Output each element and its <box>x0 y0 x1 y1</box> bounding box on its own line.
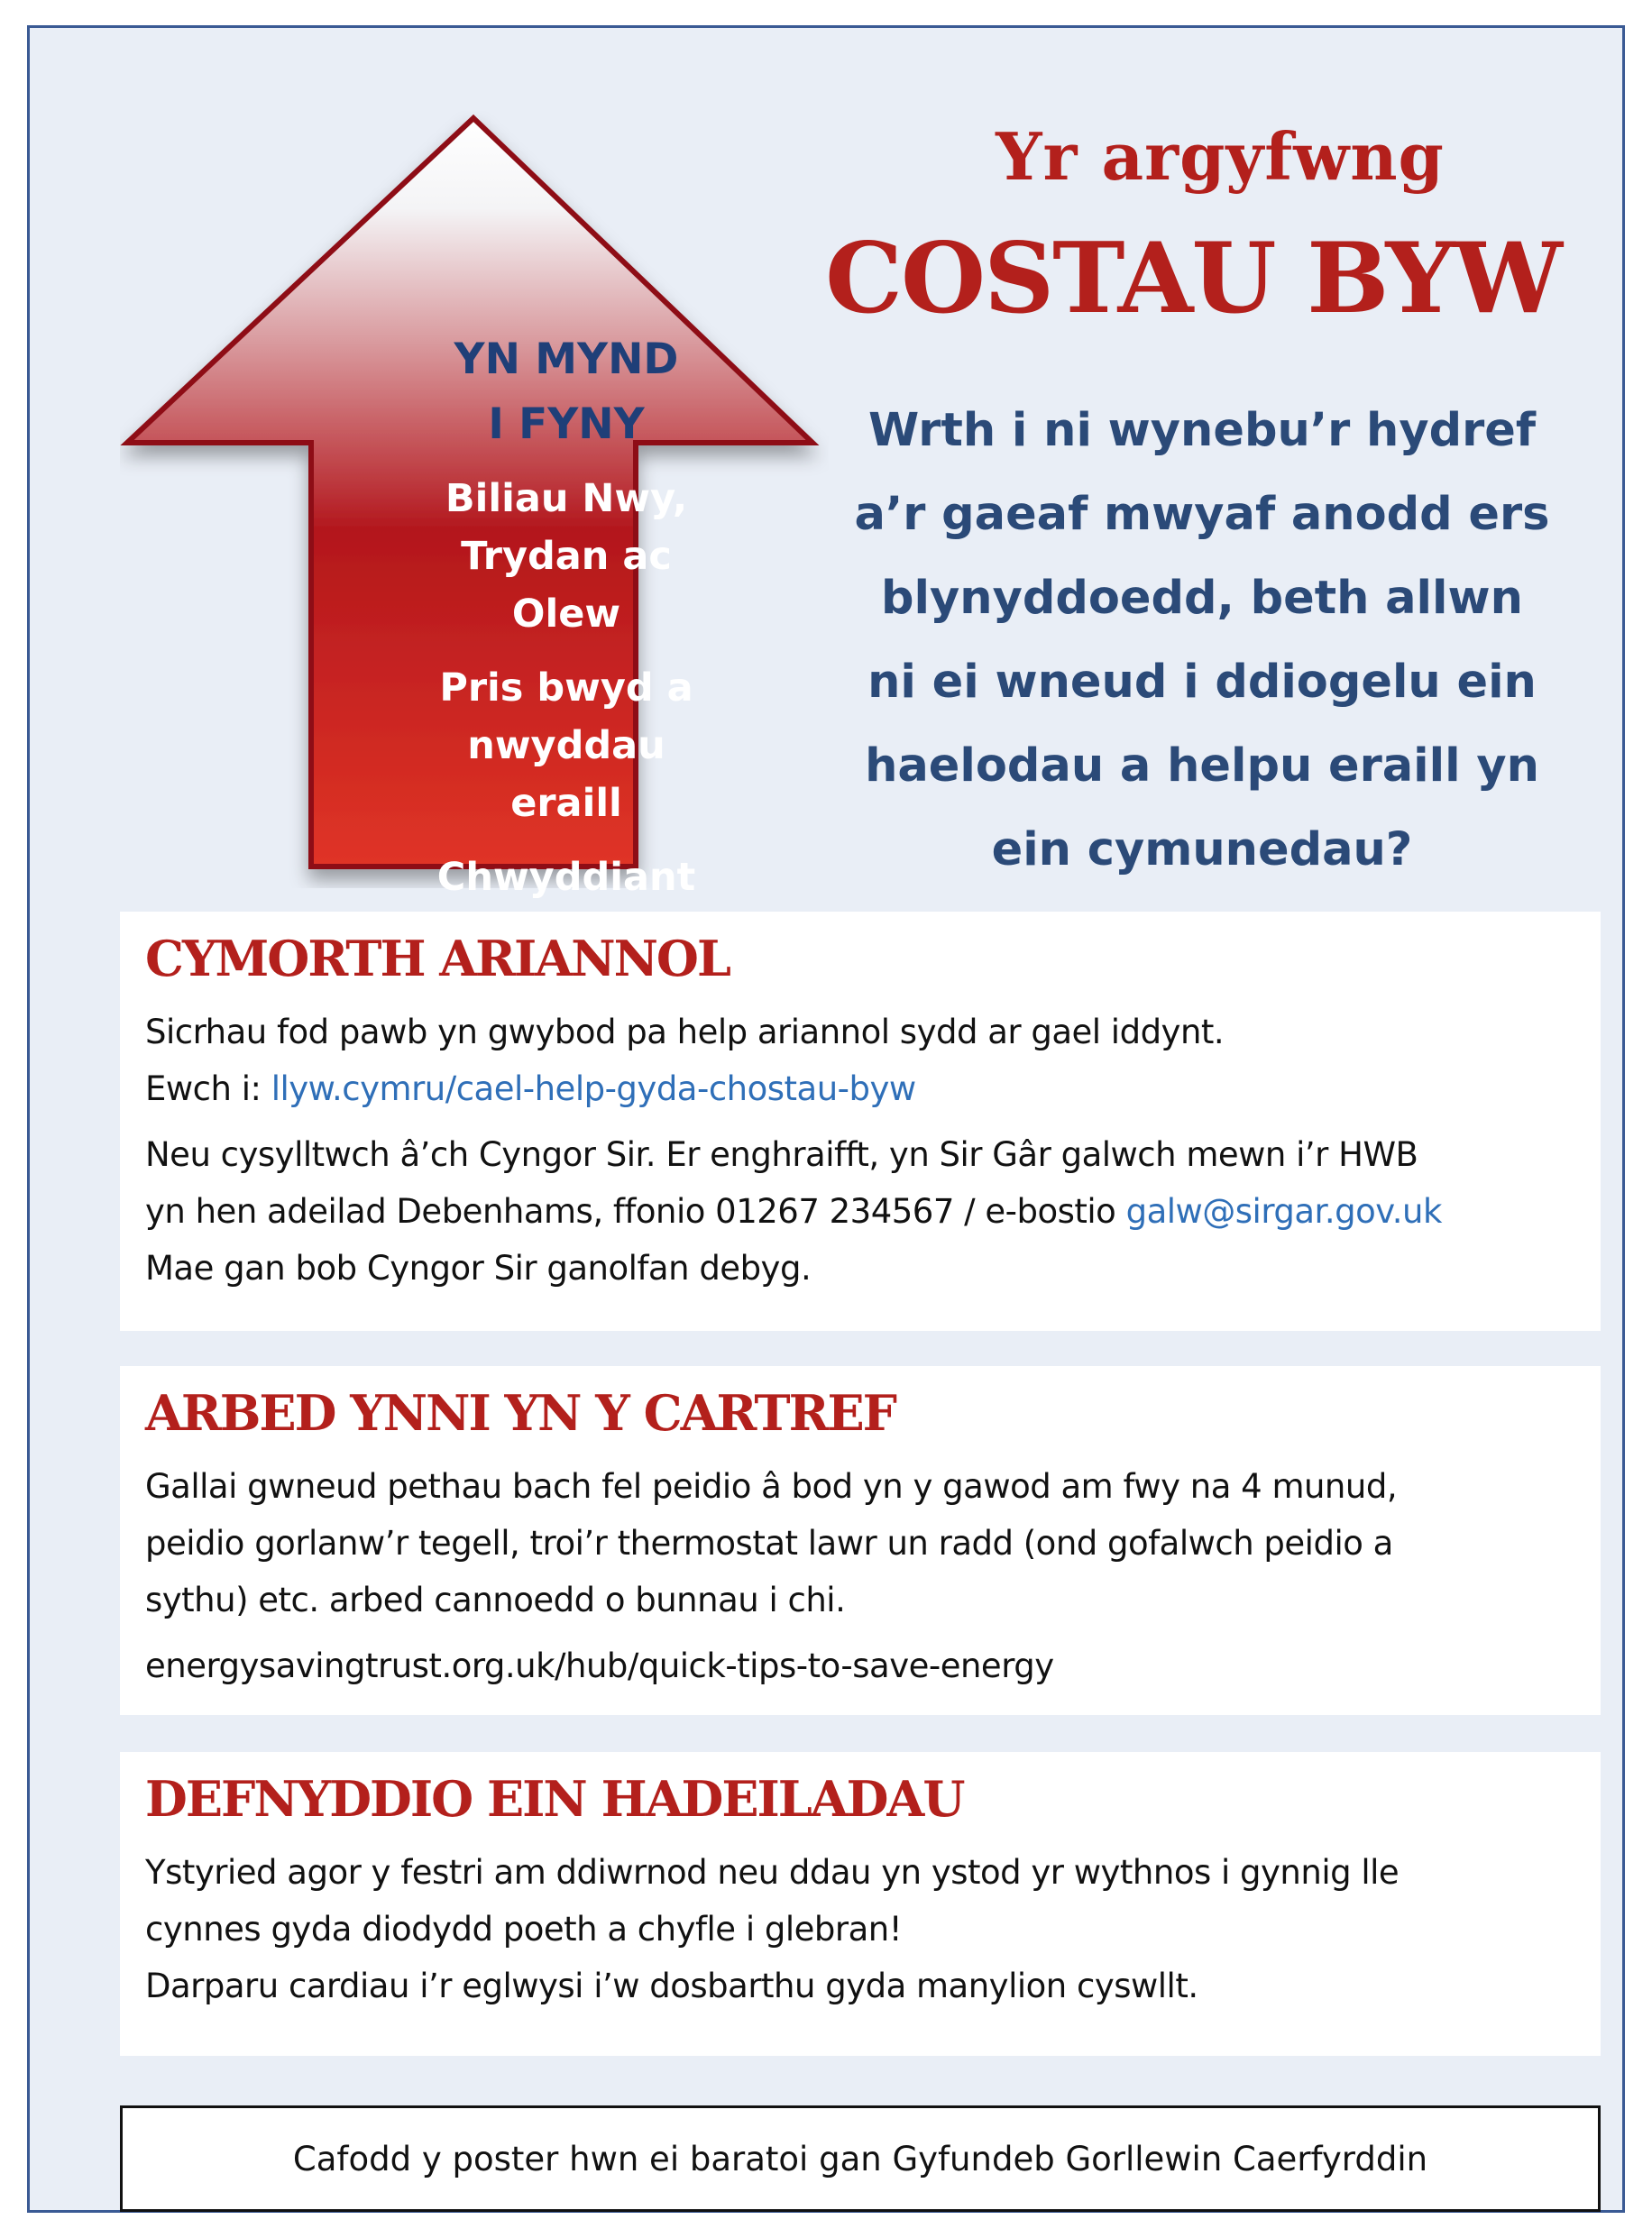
section-text: Neu cysylltwch â’ch Cyngor Sir. Er enghraifft, yn Sir Gâr galwch mewn i’r HWB <box>145 1135 1418 1174</box>
question-line: Wrth i ni wynebu’r hydref <box>867 404 1537 457</box>
section-heading: ARBED YNNI YN Y CARTREF <box>145 1384 895 1442</box>
section-use-buildings <box>120 1752 1601 2056</box>
section-heading: CYMORTH ARIANNOL <box>145 930 730 987</box>
arrow-text <box>390 327 742 922</box>
going-up-line: I FYNY <box>488 399 645 449</box>
section-text: Sicrhau fod pawb yn gwybod pa help ariannol sydd ar gael iddynt. <box>145 1013 1225 1051</box>
section-text: sythu) etc. arbed cannoedd o bunnau i chi. <box>145 1581 846 1619</box>
intro-question <box>832 389 1572 892</box>
going-up-line: YN MYND <box>454 335 679 384</box>
section-text: Mae gan bob Cyngor Sir ganolfan debyg. <box>145 1249 812 1288</box>
up-arrow-graphic <box>120 111 829 900</box>
question-line: ein cymunedau? <box>991 823 1413 876</box>
text-prefix: yn hen adeilad Debenhams, ffonio 01267 234567 / e-bostio <box>145 1192 1126 1231</box>
arrow-item-inflation: Chwyddiant <box>436 855 696 900</box>
section-text: Ystyried agor y festri am ddiwrnod neu ddau yn ystod yr wythnos i gynnig lle <box>145 1853 1400 1892</box>
question-line: blynyddoedd, beth allwn <box>881 572 1523 625</box>
arrow-item-line: Pris bwyd a <box>439 665 693 711</box>
gov-wales-link[interactable]: llyw.cymru/cael-help-gyda-chostau-byw <box>271 1069 916 1108</box>
going-up-label <box>390 327 742 457</box>
section-heading: DEFNYDDIO EIN HADEILADAU <box>145 1770 964 1828</box>
question-line: a’r gaeaf mwyaf anodd ers <box>854 488 1550 541</box>
footer-credit: Cafodd y poster hwn ei baratoi gan Gyfundeb Gorllewin Caerfyrddin <box>120 2105 1601 2212</box>
poster <box>27 25 1625 2213</box>
section-financial-help <box>120 912 1601 1331</box>
title-subheading: Yr argyfwng <box>996 118 1445 195</box>
section-text <box>145 1183 1601 1240</box>
section-text: Gallai gwneud pethau bach fel peidio â bod yn y gawod am fwy na 4 munud, <box>145 1467 1398 1506</box>
section-text: cynnes gyda diodydd poeth a chyfle i glebran! <box>145 1910 903 1949</box>
arrow-item-bills <box>390 470 742 643</box>
section-text: Darparu cardiau i’r eglwysi i’w dosbarthu gyda manylion cyswllt. <box>145 1967 1198 2005</box>
arrow-item-line: nwyddau <box>467 723 665 768</box>
arrow-item-line: Biliau Nwy, <box>445 476 688 521</box>
page-title: COSTAU BYW <box>825 222 1561 335</box>
energy-saving-link[interactable]: energysavingtrust.org.uk/hub/quick-tips-to-save-energy <box>145 1646 1054 1685</box>
question-line: haelodau a helpu eraill yn <box>865 739 1539 793</box>
arrow-item-food <box>390 659 742 832</box>
arrow-item-line: eraill <box>510 781 622 826</box>
section-text: peidio gorlanw’r tegell, troi’r thermostat lawr un radd (ond gofalwch peidio a <box>145 1524 1393 1563</box>
section-text <box>145 1060 1601 1117</box>
question-line: ni ei wneud i ddiogelu ein <box>867 656 1537 709</box>
arrow-item-line: Trydan ac <box>461 534 672 579</box>
section-save-energy <box>120 1366 1601 1715</box>
link-prefix: Ewch i: <box>145 1069 271 1108</box>
arrow-item-line: Olew <box>511 592 621 637</box>
email-link[interactable]: galw@sirgar.gov.uk <box>1125 1192 1442 1231</box>
